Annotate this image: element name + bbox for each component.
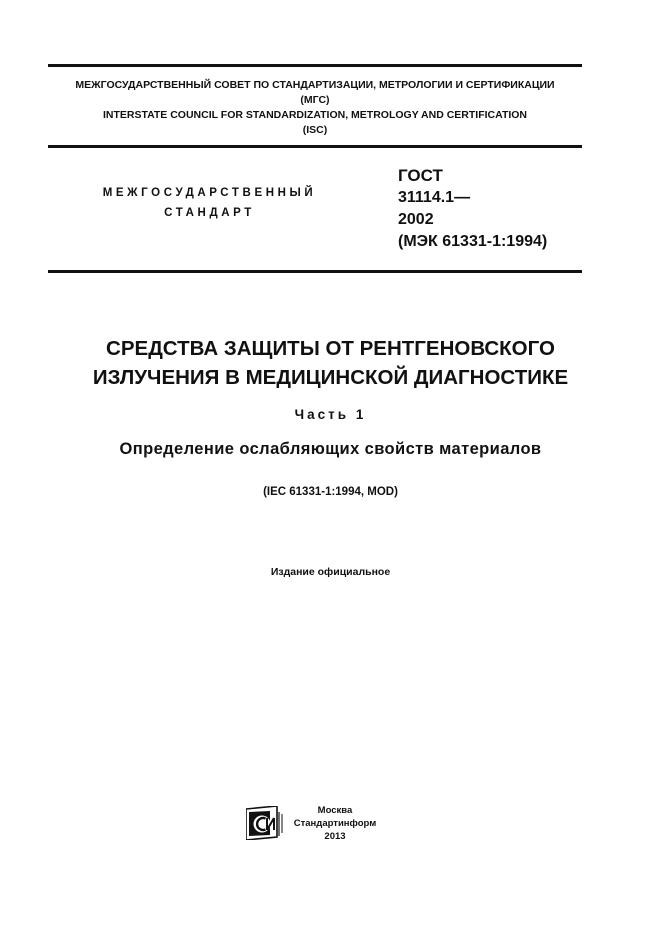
iec-reference: (IEC 61331-1:1994, MOD)	[263, 486, 398, 498]
document-subtitle: Определение ослабляющих свойств материалов	[119, 440, 542, 458]
publisher-year: 2013	[324, 831, 346, 842]
standard-type-line2: СТАНДАРТ	[164, 207, 255, 219]
title-line1: СРЕДСТВА ЗАЩИТЫ ОТ РЕНТГЕНОВСКОГО	[106, 337, 555, 360]
standard-type	[82, 183, 337, 223]
council-en-abbr: (ISC)	[302, 124, 328, 136]
standartinform-logo-icon	[246, 806, 286, 840]
designation-year: 2002	[398, 211, 434, 228]
designation-prefix: ГОСТ	[398, 166, 443, 185]
council-ru-name: МЕЖГОСУДАРСТВЕННЫЙ СОВЕТ ПО СТАНДАРТИЗАЦИИ, МЕТРОЛОГИИ И СЕРТИФИКАЦИИ	[75, 79, 555, 91]
title-line2: ИЗЛУЧЕНИЯ В МЕДИЦИНСКОЙ ДИАГНОСТИКЕ	[92, 366, 569, 389]
designation-equivalent: (МЭК 61331-1:1994)	[398, 233, 548, 250]
standard-type-line1: МЕЖГОСУДАРСТВЕННЫЙ	[102, 187, 317, 199]
standard-designation	[398, 165, 547, 253]
council-ru-abbr: (МГС)	[300, 94, 330, 106]
designation-number: 31114.1—	[398, 189, 471, 206]
publisher-block	[290, 804, 380, 843]
council-en-name: INTERSTATE COUNCIL FOR STANDARDIZATION, METROLOGY AND CERTIFICATION	[102, 109, 528, 121]
publisher-city: Москва	[317, 805, 353, 816]
designation-rule	[48, 270, 582, 273]
council-header	[48, 78, 582, 138]
part-number: Часть 1	[294, 407, 367, 422]
publisher-name: Стандартинформ	[293, 818, 377, 829]
council-rule	[48, 145, 582, 148]
top-rule	[48, 64, 582, 67]
edition-note: Издание официальное	[270, 566, 391, 578]
document-title	[30, 334, 631, 392]
